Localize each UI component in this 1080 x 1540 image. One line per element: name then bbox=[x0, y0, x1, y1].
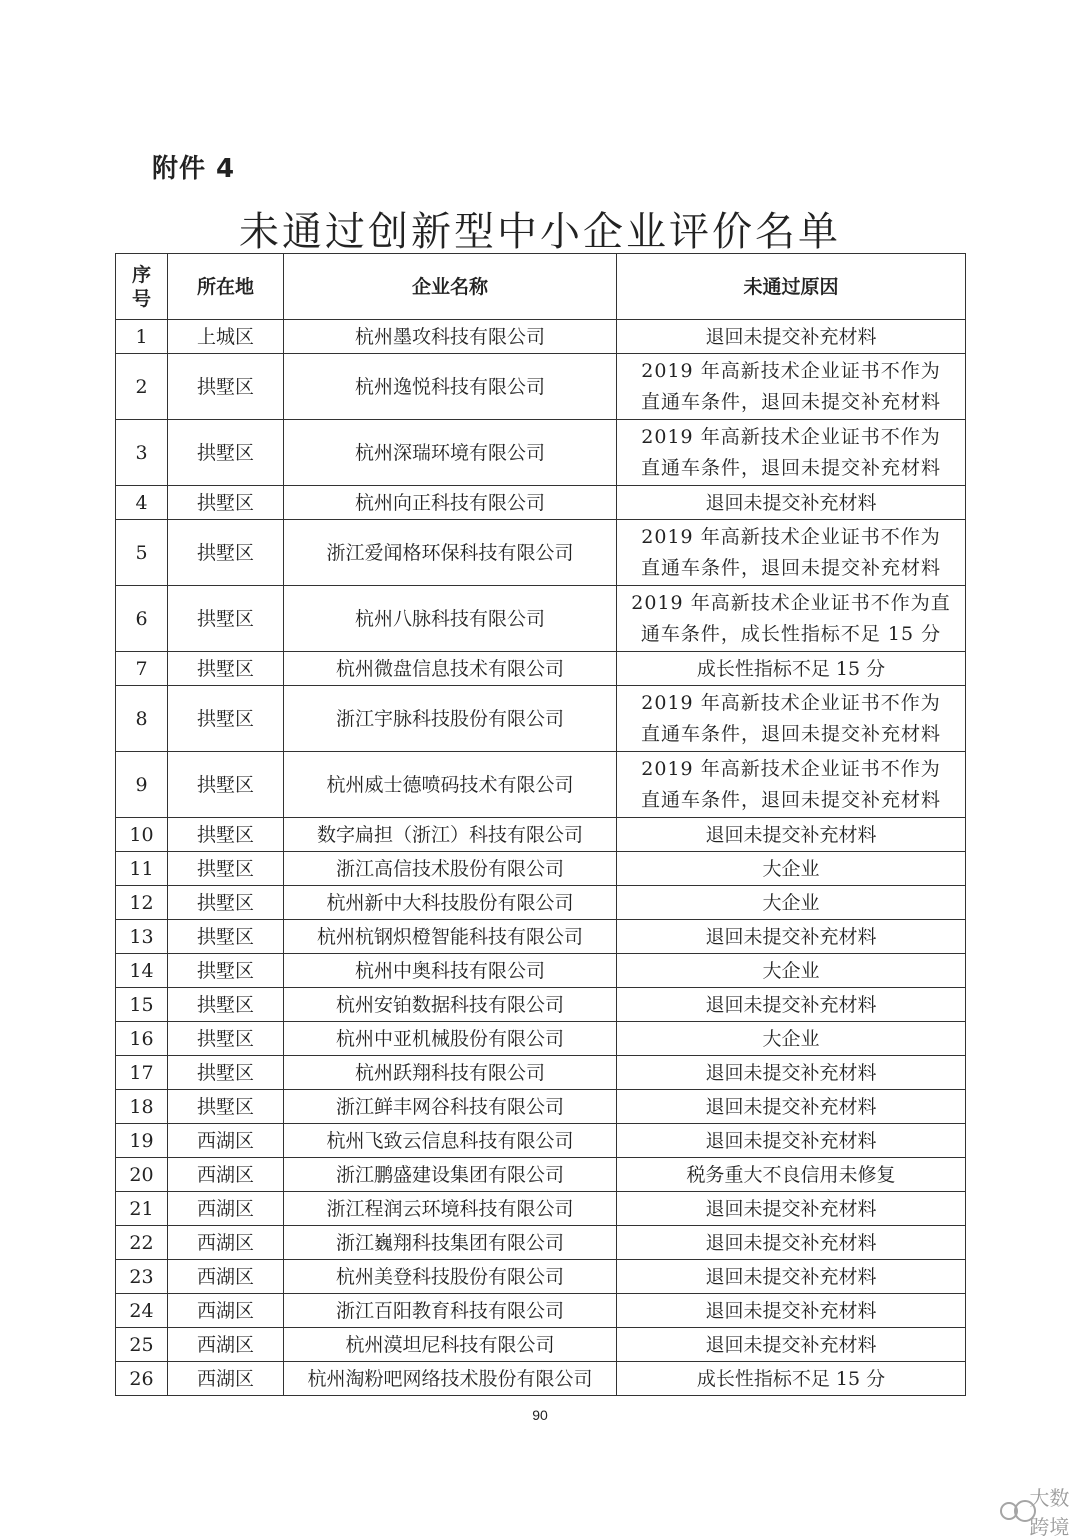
cell-reason bbox=[617, 1158, 966, 1192]
cell-reason-line: 直通车条件，退回未提交补充材料 bbox=[640, 788, 941, 811]
column-header-reason: 未通过原因 bbox=[617, 254, 966, 320]
cell-company: 杭州向正科技有限公司 bbox=[284, 486, 617, 520]
cell-reason-line: 直通车条件，退回未提交补充材料 bbox=[640, 722, 941, 745]
table-row bbox=[116, 752, 966, 818]
table-row bbox=[116, 1192, 966, 1226]
cell-company: 杭州微盘信息技术有限公司 bbox=[284, 652, 617, 686]
cell-reason-line: 大企业 bbox=[762, 891, 820, 914]
cell-reason-line: 退回未提交补充材料 bbox=[705, 1231, 877, 1254]
cell-company: 杭州漠坦尼科技有限公司 bbox=[284, 1328, 617, 1362]
cell-reason-line: 成长性指标不足 15 分 bbox=[696, 657, 886, 680]
cell-reason-line: 直通车条件，退回未提交补充材料 bbox=[640, 390, 941, 413]
cell-district: 拱墅区 bbox=[168, 520, 284, 586]
cell-reason bbox=[617, 1022, 966, 1056]
cell-district: 西湖区 bbox=[168, 1158, 284, 1192]
cell-reason-line: 退回未提交补充材料 bbox=[705, 1197, 877, 1220]
cell-reason bbox=[617, 1056, 966, 1090]
cell-company: 浙江鲜丰网谷科技有限公司 bbox=[284, 1090, 617, 1124]
cell-district: 西湖区 bbox=[168, 1226, 284, 1260]
column-header-number-text: 序号 bbox=[131, 263, 151, 310]
cell-reason bbox=[617, 852, 966, 886]
cell-reason-line: 大企业 bbox=[762, 959, 820, 982]
cell-company: 杭州新中大科技股份有限公司 bbox=[284, 886, 617, 920]
watermark-text: 大数跨境 bbox=[1029, 1486, 1070, 1539]
cell-company: 杭州八脉科技有限公司 bbox=[284, 586, 617, 652]
cell-district: 拱墅区 bbox=[168, 1022, 284, 1056]
page-number: 90 bbox=[532, 1407, 548, 1423]
cell-district: 拱墅区 bbox=[168, 1090, 284, 1124]
cell-reason-line: 大企业 bbox=[762, 857, 820, 880]
cell-reason-line: 2019 年高新技术企业证书不作为直 bbox=[631, 591, 951, 614]
cell-district: 拱墅区 bbox=[168, 652, 284, 686]
table-row bbox=[116, 586, 966, 652]
cell-reason-line: 大企业 bbox=[762, 1027, 820, 1050]
table-row bbox=[116, 652, 966, 686]
table-row bbox=[116, 1260, 966, 1294]
cell-reason bbox=[617, 420, 966, 486]
cell-reason bbox=[617, 1294, 966, 1328]
table-row bbox=[116, 954, 966, 988]
cell-reason bbox=[617, 1226, 966, 1260]
cell-district: 拱墅区 bbox=[168, 920, 284, 954]
cell-number: 6 bbox=[116, 586, 168, 652]
cell-district: 拱墅区 bbox=[168, 420, 284, 486]
cell-reason-line: 退回未提交补充材料 bbox=[705, 823, 877, 846]
cell-reason-line: 2019 年高新技术企业证书不作为 bbox=[641, 691, 941, 714]
table-body bbox=[116, 320, 966, 1396]
table-row bbox=[116, 420, 966, 486]
cell-district: 拱墅区 bbox=[168, 354, 284, 420]
cell-company: 浙江鹏盛建设集团有限公司 bbox=[284, 1158, 617, 1192]
cell-number: 20 bbox=[116, 1158, 168, 1192]
cell-number: 9 bbox=[116, 752, 168, 818]
cell-reason bbox=[617, 1124, 966, 1158]
cell-reason bbox=[617, 586, 966, 652]
cell-company: 杭州逸悦科技有限公司 bbox=[284, 354, 617, 420]
cell-district: 拱墅区 bbox=[168, 988, 284, 1022]
cell-district: 拱墅区 bbox=[168, 818, 284, 852]
cell-reason-line: 退回未提交补充材料 bbox=[705, 1333, 877, 1356]
cell-reason-line: 2019 年高新技术企业证书不作为 bbox=[641, 359, 941, 382]
cell-reason-line: 退回未提交补充材料 bbox=[705, 1061, 877, 1084]
table-row bbox=[116, 988, 966, 1022]
cell-reason-line: 直通车条件，退回未提交补充材料 bbox=[640, 456, 941, 479]
cell-reason bbox=[617, 520, 966, 586]
cell-reason bbox=[617, 1260, 966, 1294]
cell-number: 5 bbox=[116, 520, 168, 586]
cell-reason-line: 退回未提交补充材料 bbox=[705, 1299, 877, 1322]
cell-reason-line: 退回未提交补充材料 bbox=[705, 491, 877, 514]
cell-reason bbox=[617, 954, 966, 988]
cell-company: 杭州安铂数据科技有限公司 bbox=[284, 988, 617, 1022]
table-row bbox=[116, 320, 966, 354]
cell-company: 杭州美登科技股份有限公司 bbox=[284, 1260, 617, 1294]
cell-company: 杭州中奥科技有限公司 bbox=[284, 954, 617, 988]
column-header-district: 所在地 bbox=[168, 254, 284, 320]
cell-company: 杭州杭钢炽橙智能科技有限公司 bbox=[284, 920, 617, 954]
cell-reason-line: 退回未提交补充材料 bbox=[705, 925, 877, 948]
cell-reason bbox=[617, 886, 966, 920]
cell-company: 浙江高信技术股份有限公司 bbox=[284, 852, 617, 886]
cell-number: 7 bbox=[116, 652, 168, 686]
cell-reason bbox=[617, 818, 966, 852]
cell-reason bbox=[617, 752, 966, 818]
cell-reason-line: 退回未提交补充材料 bbox=[705, 993, 877, 1016]
table-row bbox=[116, 1056, 966, 1090]
page-title: 未通过创新型中小企业评价名单 bbox=[239, 209, 841, 255]
cell-reason bbox=[617, 920, 966, 954]
cell-number: 18 bbox=[116, 1090, 168, 1124]
cell-number: 21 bbox=[116, 1192, 168, 1226]
cell-number: 16 bbox=[116, 1022, 168, 1056]
cell-company: 杭州中亚机械股份有限公司 bbox=[284, 1022, 617, 1056]
cell-number: 13 bbox=[116, 920, 168, 954]
table-row bbox=[116, 1124, 966, 1158]
cell-reason-line: 退回未提交补充材料 bbox=[705, 1265, 877, 1288]
cell-company: 杭州跃翔科技有限公司 bbox=[284, 1056, 617, 1090]
cell-reason bbox=[617, 1192, 966, 1226]
cell-reason bbox=[617, 652, 966, 686]
table-row bbox=[116, 1022, 966, 1056]
cell-district: 西湖区 bbox=[168, 1192, 284, 1226]
table-row bbox=[116, 1090, 966, 1124]
cell-number: 17 bbox=[116, 1056, 168, 1090]
cell-reason bbox=[617, 320, 966, 354]
column-header-number bbox=[116, 254, 168, 320]
cell-reason-line: 税务重大不良信用未修复 bbox=[686, 1163, 896, 1186]
cell-number: 15 bbox=[116, 988, 168, 1022]
cell-district: 拱墅区 bbox=[168, 1056, 284, 1090]
table-row bbox=[116, 818, 966, 852]
cell-reason bbox=[617, 354, 966, 420]
table-row bbox=[116, 1294, 966, 1328]
cell-number: 26 bbox=[116, 1362, 168, 1396]
cell-company: 数字扁担（浙江）科技有限公司 bbox=[284, 818, 617, 852]
cell-reason-line: 2019 年高新技术企业证书不作为 bbox=[641, 425, 941, 448]
cell-company: 杭州威士德喷码技术有限公司 bbox=[284, 752, 617, 818]
cell-company: 浙江宇脉科技股份有限公司 bbox=[284, 686, 617, 752]
cell-number: 14 bbox=[116, 954, 168, 988]
cell-reason-line: 2019 年高新技术企业证书不作为 bbox=[641, 525, 941, 548]
cell-company: 浙江巍翔科技集团有限公司 bbox=[284, 1226, 617, 1260]
cell-number: 10 bbox=[116, 818, 168, 852]
cell-number: 23 bbox=[116, 1260, 168, 1294]
cell-district: 西湖区 bbox=[168, 1294, 284, 1328]
table-row bbox=[116, 1158, 966, 1192]
cell-reason-line: 通车条件，成长性指标不足 15 分 bbox=[640, 622, 942, 645]
cell-district: 西湖区 bbox=[168, 1328, 284, 1362]
cell-number: 8 bbox=[116, 686, 168, 752]
cell-number: 1 bbox=[116, 320, 168, 354]
table-row bbox=[116, 852, 966, 886]
cell-number: 3 bbox=[116, 420, 168, 486]
cell-number: 22 bbox=[116, 1226, 168, 1260]
company-table bbox=[115, 253, 966, 1396]
cell-district: 拱墅区 bbox=[168, 586, 284, 652]
cell-reason-line: 退回未提交补充材料 bbox=[705, 325, 877, 348]
cell-reason-line: 2019 年高新技术企业证书不作为 bbox=[641, 757, 941, 780]
cell-number: 25 bbox=[116, 1328, 168, 1362]
table-row bbox=[116, 354, 966, 420]
cell-company: 杭州淘粉吧网络技术股份有限公司 bbox=[284, 1362, 617, 1396]
cell-reason bbox=[617, 1362, 966, 1396]
cell-district: 拱墅区 bbox=[168, 954, 284, 988]
cell-district: 拱墅区 bbox=[168, 486, 284, 520]
cell-company: 杭州深瑞环境有限公司 bbox=[284, 420, 617, 486]
cell-district: 拱墅区 bbox=[168, 752, 284, 818]
table-row bbox=[116, 686, 966, 752]
cell-district: 拱墅区 bbox=[168, 852, 284, 886]
table-row bbox=[116, 886, 966, 920]
cell-number: 11 bbox=[116, 852, 168, 886]
cell-number: 4 bbox=[116, 486, 168, 520]
cell-reason-line: 成长性指标不足 15 分 bbox=[696, 1367, 886, 1390]
cell-reason bbox=[617, 1328, 966, 1362]
cell-company: 浙江程润云环境科技有限公司 bbox=[284, 1192, 617, 1226]
watermark-logo-icon bbox=[1000, 1500, 1025, 1522]
cell-number: 12 bbox=[116, 886, 168, 920]
attachment-label: 附件 4 bbox=[152, 154, 236, 184]
cell-company: 浙江爱闻格环保科技有限公司 bbox=[284, 520, 617, 586]
cell-number: 24 bbox=[116, 1294, 168, 1328]
table-row bbox=[116, 1328, 966, 1362]
cell-reason bbox=[617, 486, 966, 520]
cell-reason bbox=[617, 1090, 966, 1124]
cell-number: 19 bbox=[116, 1124, 168, 1158]
cell-reason-line: 退回未提交补充材料 bbox=[705, 1129, 877, 1152]
column-header-company: 企业名称 bbox=[284, 254, 617, 320]
cell-district: 上城区 bbox=[168, 320, 284, 354]
cell-number: 2 bbox=[116, 354, 168, 420]
cell-reason bbox=[617, 988, 966, 1022]
cell-company: 杭州飞致云信息科技有限公司 bbox=[284, 1124, 617, 1158]
cell-district: 拱墅区 bbox=[168, 686, 284, 752]
cell-reason bbox=[617, 686, 966, 752]
cell-reason-line: 退回未提交补充材料 bbox=[705, 1095, 877, 1118]
cell-district: 西湖区 bbox=[168, 1362, 284, 1396]
table-row bbox=[116, 486, 966, 520]
cell-company: 杭州墨攻科技有限公司 bbox=[284, 320, 617, 354]
watermark bbox=[1000, 1482, 1080, 1540]
cell-district: 拱墅区 bbox=[168, 886, 284, 920]
cell-district: 西湖区 bbox=[168, 1260, 284, 1294]
cell-reason-line: 直通车条件，退回未提交补充材料 bbox=[640, 556, 941, 579]
table-row bbox=[116, 1362, 966, 1396]
cell-company: 浙江百阳教育科技有限公司 bbox=[284, 1294, 617, 1328]
table-row bbox=[116, 1226, 966, 1260]
table-row bbox=[116, 920, 966, 954]
cell-district: 西湖区 bbox=[168, 1124, 284, 1158]
table-row bbox=[116, 520, 966, 586]
